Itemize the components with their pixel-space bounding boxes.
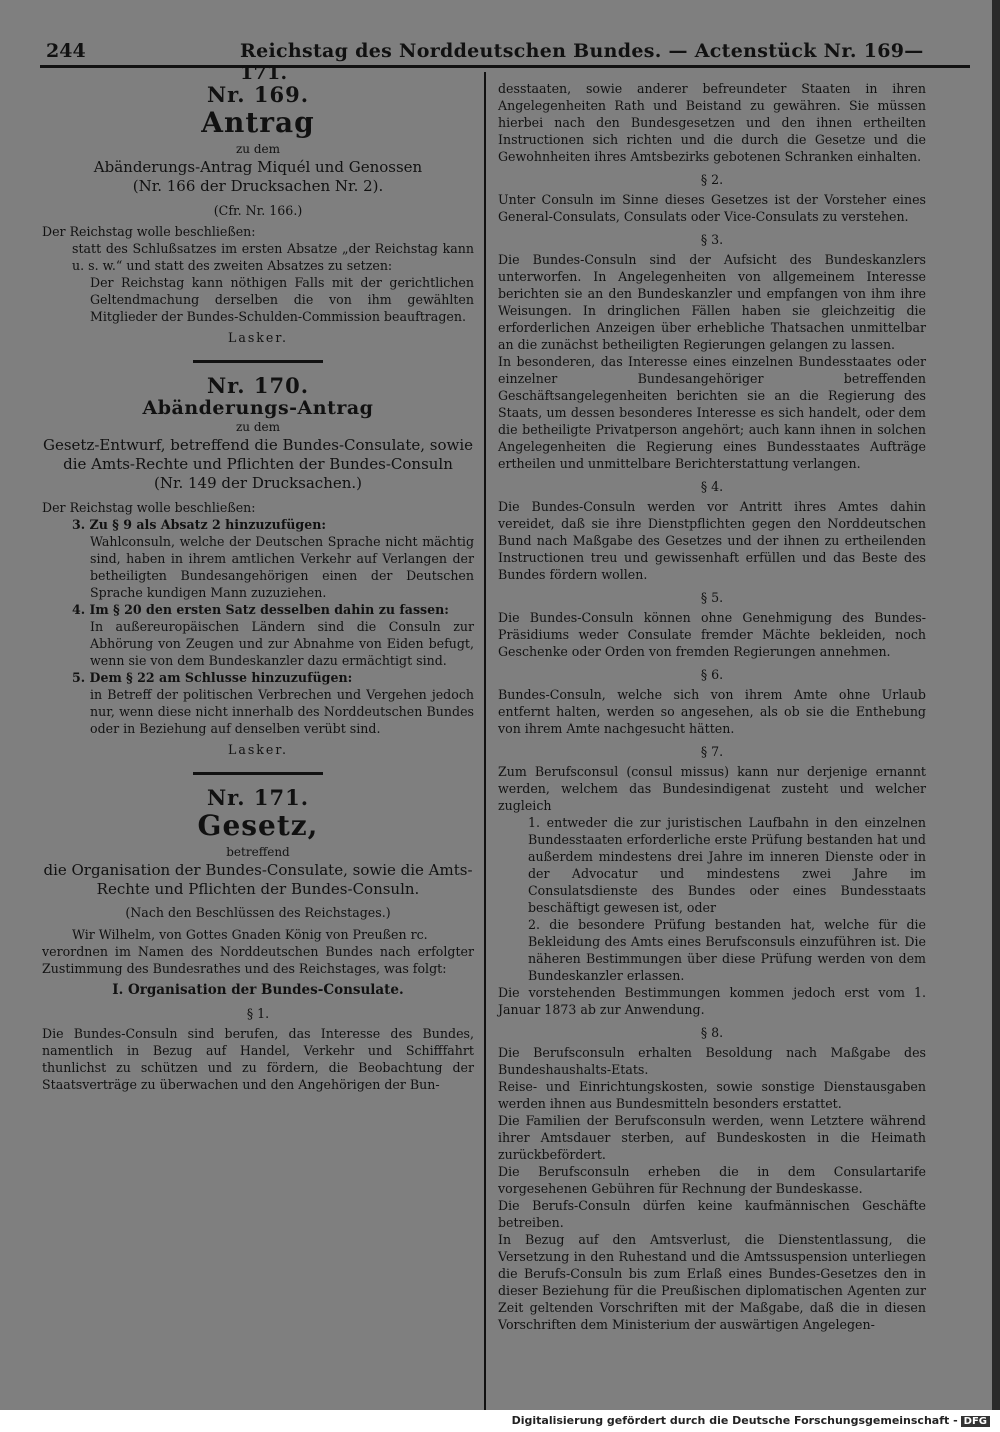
wir-wilhelm: Wir Wilhelm, von Gottes Gnaden König von Preußen rc. bbox=[72, 927, 428, 942]
paragraph-4-label: § 4. bbox=[700, 479, 724, 494]
verordnen: verordnen im Namen des Norddeutschen Bundes nach erfolgter Zustimmung des Bundesrathes und des Reichstages, was folgt: bbox=[42, 944, 474, 976]
subject-169-line1: Abänderungs-Antrag Miquél und Genossen bbox=[93, 158, 423, 176]
subject-169-line2: (Nr. 166 der Drucksachen Nr. 2). bbox=[132, 177, 384, 195]
paragraph-5-label: § 5. bbox=[700, 590, 724, 605]
signature-170: Lasker. bbox=[227, 742, 289, 757]
separator-1 bbox=[193, 360, 323, 363]
nach-beschluessen: (Nach den Beschlüssen des Reichstages.) bbox=[125, 905, 391, 920]
running-title: Reichstag des Norddeutschen Bundes. — Actenstück Nr. 169—171. bbox=[240, 40, 924, 84]
paragraph-8-text-4: Die Berufsconsuln erheben die in dem Consulartarife vorgesehenen Gebühren für Rechnung der Bundeskasse. bbox=[498, 1164, 926, 1196]
subject-170-line2: (Nr. 149 der Drucksachen.) bbox=[153, 474, 363, 492]
paragraph-7-item-2: 2. die besondere Prüfung bestanden hat, welche für die Bekleidung des Amts eines Berufsconsuls einzuführen ist. Die näheren Bestimmungen über diese Prüfung werden von dem Bundeskanzler erlassen. bbox=[528, 917, 926, 983]
paragraph-2-text: Unter Consuln im Sinne dieses Gesetzes ist der Vorsteher eines General-Consulats, Consulats oder Vice-Consulats zu verstehen. bbox=[498, 192, 926, 224]
page-number: 244 bbox=[46, 40, 86, 62]
item5-text: in Betreff der politischen Verbrechen und Vergehen jedoch nur, wenn diese nicht innerhalb des Norddeutschen Bundes oder in Beziehung auf denselben verübt sind. bbox=[90, 687, 474, 736]
paragraph-8-text-6: In Bezug auf den Amtsverlust, die Dienstentlassung, die Versetzung in den Ruhestand und die Amtssuspension unterliegen die Berufs-Consuln bis zum Erlaß eines Bundes-Gesetzes den in dieser Beziehung für die Preußischen diplomatischen Agenten zur Zeit geltenden Vorschriften mit der Maßgabe, daß die in diesen Vorschriften dem Ministerium der auswärtigen Angelegen- bbox=[498, 1232, 926, 1332]
paragraph-6-text: Bundes-Consuln, welche sich von ihrem Amte ohne Urlaub entfernt halten, werden so angesehen, als ob sie die Enthebung von ihrem Amte nachgesucht hätten. bbox=[498, 687, 926, 736]
doc-number-171: Nr. 171. bbox=[206, 785, 310, 810]
credit-text: Digitalisierung gefördert durch die Deutsche Forschungsgemeinschaft - bbox=[511, 1414, 958, 1427]
signature-169: Lasker. bbox=[227, 330, 289, 345]
left-column bbox=[42, 80, 474, 1093]
paragraph-1-continued: desstaaten, sowie anderer befreundeter Staaten in ihren Angelegenheiten Rath und Beistand zu gewähren. Sie müssen hierbei nach den Bundesgesetzen und den ihnen ertheilten Instructionen sich richten und die durch die Gesetze und die Gewohnheiten ihres Amtsbezirks gebotenen Schranken einhalten. bbox=[498, 81, 926, 164]
dfg-logo-icon: DFG bbox=[961, 1416, 990, 1427]
heading-169: Antrag bbox=[201, 106, 315, 139]
scan-edge bbox=[992, 0, 1000, 1410]
paragraph-2-label: § 2. bbox=[700, 172, 724, 187]
paragraph-6-label: § 6. bbox=[700, 667, 724, 682]
paragraph-8-text-5: Die Berufs-Consuln dürfen keine kaufmännischen Geschäfte betreiben. bbox=[498, 1198, 926, 1230]
item5-head: 5. Dem § 22 am Schlusse hinzuzufügen: bbox=[72, 670, 353, 685]
paragraph-8-text-2: Reise- und Einrichtungskosten, sowie sonstige Dienstausgaben werden ihnen aus Bundesmitteln besonders erstattet. bbox=[498, 1079, 926, 1111]
text-169-2: Der Reichstag kann nöthigen Falls mit der gerichtlichen Geltendmachung derselben die von ihm gewählten Mitglieder der Bundes-Schulden-Commission beauftragen. bbox=[90, 275, 474, 324]
paragraph-8-text-1: Die Berufsconsuln erhalten Besoldung nach Maßgabe des Bundeshaushalts-Etats. bbox=[498, 1045, 926, 1077]
separator-2 bbox=[193, 772, 323, 775]
doc-number-169: Nr. 169. bbox=[206, 82, 310, 107]
paragraph-7-text: Zum Berufsconsul (consul missus) kann nur derjenige ernannt werden, welchem das Bundesindigenat zusteht und welcher zugleich bbox=[498, 764, 926, 813]
paragraph-3-label: § 3. bbox=[700, 232, 724, 247]
page-header bbox=[40, 34, 970, 84]
heading-171: Gesetz, bbox=[197, 809, 319, 842]
paragraph-7-label: § 7. bbox=[700, 744, 724, 759]
right-column bbox=[498, 80, 926, 1333]
item4-text: In außereuropäischen Ländern sind die Consuln zur Abhörung von Zeugen und zur Abnahme von Eiden befugt, wenn sie von dem Bundeskanzler dazu ermächtigt sind. bbox=[90, 619, 474, 668]
paragraph-5-text: Die Bundes-Consuln können ohne Genehmigung des Bundes-Präsidiums weder Consulate fremder Mächte bekleiden, noch Geschenke oder Orden von fremden Regierungen annehmen. bbox=[498, 610, 926, 659]
item4-head: 4. Im § 20 den ersten Satz desselben dahin zu fassen: bbox=[72, 602, 449, 617]
zu-dem-170: zu dem bbox=[235, 420, 281, 434]
digitization-credit bbox=[512, 1414, 990, 1427]
paragraph-4-text: Die Bundes-Consuln werden vor Antritt ihres Amtes dahin vereidet, daß sie ihre Dienstpflichten gegen den Norddeutschen Bund nach Maßgabe des Gesetzes und der ihnen zu ertheilenden Instructionen treu und gewissenhaft erfüllen und das Beste des Bundes fördern wollen. bbox=[498, 499, 926, 582]
item3-head: 3. Zu § 9 als Absatz 2 hinzuzufügen: bbox=[72, 517, 327, 532]
paragraph-7-tail: Die vorstehenden Bestimmungen kommen jedoch erst vom 1. Januar 1873 ab zur Anwendung. bbox=[498, 985, 926, 1017]
paragraph-8-label: § 8. bbox=[700, 1025, 724, 1040]
heading-170: Abänderungs-Antrag bbox=[142, 397, 374, 419]
text-169-1: statt des Schlußsatzes im ersten Absatze „der Reichstag kann u. s. w.“ und statt des zweiten Absatzes zu setzen: bbox=[72, 241, 474, 273]
doc-number-170: Nr. 170. bbox=[206, 373, 310, 398]
intro-169: Der Reichstag wolle beschließen: bbox=[42, 224, 256, 239]
paragraph-8-text-3: Die Familien der Berufsconsuln werden, wenn Letztere während ihrer Amtsdauer sterben, auf Bundeskosten in die Heimath zurückbefördert. bbox=[498, 1113, 926, 1162]
column-divider bbox=[484, 72, 486, 1410]
cfr-169: (Cfr. Nr. 166.) bbox=[213, 203, 303, 218]
paragraph-3-text-1: Die Bundes-Consuln sind der Aufsicht des Bundeskanzlers unterworfen. In Angelegenheiten von allgemeinem Interesse berichten sie an den Bundeskanzler und empfangen von ihm ihre Weisungen. In dringlichen Fällen haben sie gleichzeitig die erforderlichen Anzeigen über erhebliche Thatsachen unmittelbar an die zunächst betheiligten Regierungen gelangen zu lassen. bbox=[498, 252, 926, 352]
zu-dem-169: zu dem bbox=[235, 142, 281, 156]
item3-text: Wahlconsuln, welche der Deutschen Sprache nicht mächtig sind, haben in ihrem amtlichen Verkehr auf Verlangen der betheiligten Bundesangehörigen einen der Deutschen Sprache kundigen Mann zuzuziehen. bbox=[90, 534, 474, 600]
paragraph-1-label: § 1. bbox=[246, 1006, 270, 1021]
subject-170-line1: Gesetz-Entwurf, betreffend die Bundes-Consulate, sowie die Amts-Rechte und Pflichten der Bundes-Consuln bbox=[43, 436, 473, 473]
section-title: I. Organisation der Bundes-Consulate. bbox=[112, 982, 404, 998]
paragraph-7-item-1: 1. entweder die zur juristischen Laufbahn in den einzelnen Bundesstaaten erforderliche erste Prüfung bestanden hat und außerdem mindestens drei Jahre im inneren Dienste oder in der Advocatur und mindestens zwei Jahre im Consulatsdienste des Bundes oder eines Bundesstaats beschäftigt gewesen ist, oder bbox=[528, 815, 926, 915]
paragraph-3-text-2: In besonderen, das Interesse eines einzelnen Bundesstaates oder einzelner Bundesangehöriger betreffenden Geschäftsangelegenheiten berichten sie an die Regierung des Staats, um dessen besonderes Interesse es sich handelt, oder dem die betheiligte Privatperson angehört; auch kann ihnen in solchen Angelegenheiten die Regierung eines Bundesstaates Aufträge ertheilen und unmittelbare Berichterstattung verlangen. bbox=[498, 354, 926, 471]
header-rule bbox=[40, 65, 970, 68]
subject-171: die Organisation der Bundes-Consulate, sowie die Amts-Rechte und Pflichten der Bundes-Consuln. bbox=[43, 861, 473, 898]
betreffend-171: betreffend bbox=[226, 845, 290, 859]
paragraph-1-text: Die Bundes-Consuln sind berufen, das Interesse des Bundes, namentlich in Bezug auf Handel, Verkehr und Schifffahrt thunlichst zu schützen und zu fördern, die Beobachtung der Staatsverträge zu überwachen und den Angehörigen der Bun- bbox=[42, 1026, 474, 1092]
intro-170: Der Reichstag wolle beschließen: bbox=[42, 500, 256, 515]
